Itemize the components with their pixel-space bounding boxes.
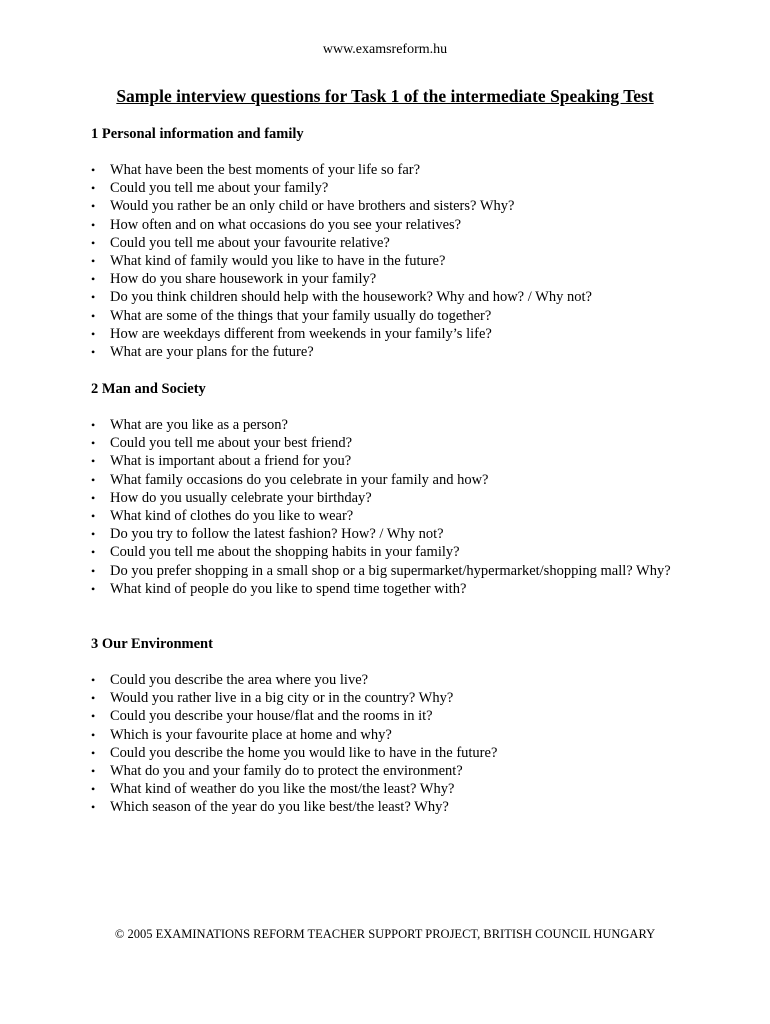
question-text: Do you prefer shopping in a small shop or a big supermarket/hypermarket/shopping mall? Why?	[110, 562, 671, 579]
question-text: Could you describe your house/flat and the rooms in it?	[110, 708, 433, 725]
question-item	[91, 343, 731, 361]
question-text: What kind of clothes do you like to wear?	[110, 508, 354, 525]
bullet-icon: •	[91, 163, 96, 177]
bullet-icon: •	[91, 308, 96, 323]
question-text: Do you try to follow the latest fashion? How? / Why not?	[110, 526, 444, 543]
bullet-icon: •	[91, 181, 96, 196]
question-item	[91, 434, 731, 452]
question-list	[91, 671, 731, 817]
question-item	[91, 689, 731, 707]
question-item	[91, 270, 731, 288]
question-item	[91, 471, 731, 489]
bullet-icon: •	[91, 217, 96, 232]
question-item	[91, 507, 731, 525]
bullet-icon: •	[91, 272, 96, 287]
question-text: What is important about a friend for you?	[110, 453, 352, 470]
bullet-icon: •	[91, 691, 96, 706]
document-title: Sample interview questions for Task 1 of the intermediate Speaking Test	[116, 86, 654, 106]
question-text: What kind of weather do you like the most/the least? Why?	[110, 781, 455, 798]
question-item	[91, 288, 731, 306]
question-list	[91, 161, 731, 361]
section-heading: 1 Personal information and family	[91, 126, 304, 142]
bullet-icon: •	[91, 326, 96, 341]
question-item	[91, 726, 731, 744]
question-text: How do you share housework in your family?	[110, 271, 377, 288]
question-item	[91, 762, 731, 780]
question-text: What are some of the things that your family usually do together?	[110, 307, 492, 324]
bullet-icon: •	[91, 800, 96, 815]
section-personal-information	[91, 125, 731, 361]
question-item	[91, 525, 731, 543]
question-text: Which season of the year do you like best/the least? Why?	[110, 799, 449, 816]
bullet-icon: •	[91, 545, 96, 560]
question-text: Could you tell me about your best friend?	[110, 435, 353, 452]
question-text: How are weekdays different from weekends in your family’s life?	[110, 325, 492, 342]
question-list	[91, 416, 731, 598]
question-item	[91, 780, 731, 798]
bullet-icon: •	[91, 454, 96, 469]
question-item	[91, 179, 731, 197]
bullet-icon: •	[91, 727, 96, 742]
bullet-icon: •	[91, 527, 96, 542]
bullet-icon: •	[91, 345, 96, 360]
bullet-icon: •	[91, 472, 96, 487]
question-text: Do you think children should help with the housework? Why and how? / Why not?	[110, 289, 592, 306]
question-item	[91, 489, 731, 507]
question-text: Would you rather live in a big city or in the country? Why?	[110, 690, 454, 707]
question-text: What kind of family would you like to have in the future?	[110, 253, 446, 270]
section-man-and-society	[91, 380, 731, 598]
section-heading: 3 Our Environment	[91, 636, 213, 652]
bullet-icon: •	[91, 254, 96, 269]
footer-copyright: © 2005 EXAMINATIONS REFORM TEACHER SUPPORT PROJECT, BRITISH COUNCIL HUNGARY	[114, 927, 656, 941]
question-text: Would you rather be an only child or have brothers and sisters? Why?	[110, 198, 515, 215]
question-text: What kind of people do you like to spend time together with?	[110, 580, 467, 597]
bullet-icon: •	[91, 509, 96, 524]
question-item	[91, 707, 731, 725]
bullet-icon: •	[91, 709, 96, 724]
question-item	[91, 744, 731, 762]
question-item	[91, 416, 731, 434]
question-text: Could you describe the home you would like to have in the future?	[110, 744, 498, 761]
bullet-icon: •	[91, 581, 96, 596]
question-text: What do you and your family do to protect the environment?	[110, 763, 463, 780]
question-item	[91, 307, 731, 325]
bullet-icon: •	[91, 563, 96, 578]
bullet-icon: •	[91, 673, 96, 687]
question-item	[91, 562, 731, 580]
question-text: Which is your favourite place at home and why?	[110, 726, 392, 743]
bullet-icon: •	[91, 235, 96, 250]
question-text: What have been the best moments of your life so far?	[110, 162, 421, 178]
question-item	[91, 543, 731, 561]
section-heading: 2 Man and Society	[91, 381, 206, 397]
question-text: Could you tell me about your favourite relative?	[110, 234, 390, 251]
question-text: How often and on what occasions do you see your relatives?	[110, 216, 462, 233]
question-item	[91, 252, 731, 270]
question-item	[91, 671, 731, 689]
question-item	[91, 161, 731, 179]
question-text: What are your plans for the future?	[110, 344, 314, 361]
bullet-icon: •	[91, 199, 96, 214]
question-text: How do you usually celebrate your birthday?	[110, 489, 372, 506]
question-item	[91, 580, 731, 598]
question-text: Could you describe the area where you live?	[110, 672, 369, 688]
section-our-environment	[91, 635, 731, 817]
header-url: www.examsreform.hu	[322, 42, 448, 57]
question-text: Could you tell me about the shopping habits in your family?	[110, 544, 460, 561]
question-item	[91, 452, 731, 470]
question-item	[91, 325, 731, 343]
question-item	[91, 216, 731, 234]
bullet-icon: •	[91, 745, 96, 760]
question-item	[91, 197, 731, 215]
bullet-icon: •	[91, 782, 96, 797]
question-text: What are you like as a person?	[110, 417, 288, 433]
bullet-icon: •	[91, 290, 96, 305]
bullet-icon: •	[91, 418, 96, 432]
question-text: Could you tell me about your family?	[110, 180, 329, 197]
bullet-icon: •	[91, 436, 96, 451]
question-item	[91, 798, 731, 816]
question-item	[91, 234, 731, 252]
question-text: What family occasions do you celebrate in your family and how?	[110, 471, 489, 488]
bullet-icon: •	[91, 764, 96, 779]
bullet-icon: •	[91, 490, 96, 505]
